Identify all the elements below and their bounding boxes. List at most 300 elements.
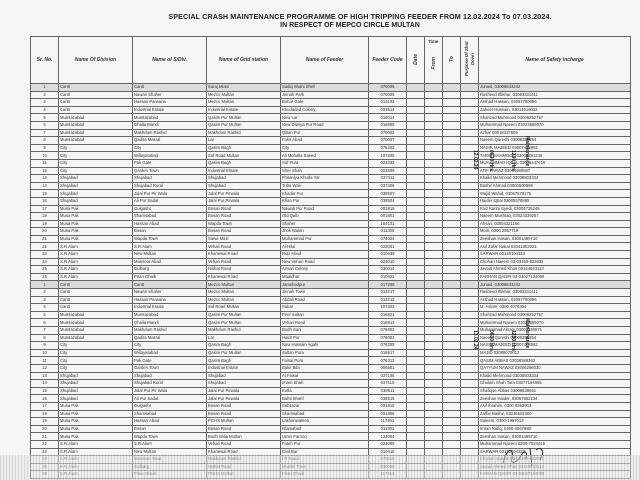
cell-feeder: Maaldhar <box>281 273 369 281</box>
cell-code: 037411 <box>369 175 407 183</box>
cell-schedule <box>407 311 425 319</box>
cell-code: 037106 <box>369 372 407 380</box>
cell-division: Mumtazabad <box>59 327 133 335</box>
cell-schedule <box>425 137 443 145</box>
table-row <box>31 205 631 213</box>
cell-schedule <box>425 372 443 380</box>
cell-incharge: QAYYUM NAWAZ 03006298030 <box>479 364 631 372</box>
cell-sr: 1 <box>31 84 59 92</box>
table-row <box>31 296 631 304</box>
cell-incharge: Javaid Ahmed Khan 03144643113 <box>479 266 631 274</box>
cell-feeder: Muhammad Pur <box>281 235 369 243</box>
cell-schedule <box>443 418 461 426</box>
cell-schedule <box>461 114 479 122</box>
cell-schedule <box>425 387 443 395</box>
cell-sr: 10 <box>31 349 59 357</box>
table-row <box>31 152 631 160</box>
cell-division: S.R.Alam <box>59 266 133 274</box>
cell-incharge: Rasheed Iftikhar, 03063331411 <box>479 91 631 99</box>
table-row <box>31 425 631 433</box>
cell-schedule <box>407 425 425 433</box>
time-to-group-2: 1230 Hrs <box>510 330 516 351</box>
cell-subdiv: Mumtazabad <box>133 114 207 122</box>
cell-incharge: Moin, 0300 2557719 <box>479 228 631 236</box>
cell-grid: Mezco Multan <box>207 99 281 107</box>
cell-sr: 23 <box>31 251 59 259</box>
cell-division: Mumtazabad <box>59 114 133 122</box>
cell-sr: 9 <box>31 144 59 152</box>
cell-schedule <box>407 182 425 190</box>
cell-schedule <box>443 342 461 350</box>
cell-feeder: Vehari Road <box>281 319 369 327</box>
cell-schedule <box>425 228 443 236</box>
cell-code: 070005 <box>369 91 407 99</box>
cell-schedule <box>407 91 425 99</box>
table-row <box>31 387 631 395</box>
cell-code: 016821 <box>369 311 407 319</box>
cell-incharge: Arshad Hassan, 03057700096 <box>479 99 631 107</box>
cell-incharge: Asif Zafar Nakai 03041802021 <box>479 243 631 251</box>
col-date: Date <box>407 37 425 84</box>
cell-grid: Vehari Road <box>207 243 281 251</box>
table-row <box>31 91 631 99</box>
cell-incharge: Imran Rafiq, 0300-4567890 <box>479 425 631 433</box>
cell-subdiv: Ghalla Mandi <box>133 319 207 327</box>
cell-grid: Bosan Road <box>207 425 281 433</box>
cell-schedule <box>407 440 425 448</box>
cell-code: 104101 <box>369 220 407 228</box>
cell-feeder: Lakhanwaleea <box>281 418 369 426</box>
cell-sr: 5 <box>31 311 59 319</box>
cell-feeder: Budh Sani <box>281 327 369 335</box>
cell-schedule <box>407 273 425 281</box>
cell-grid: Khanewal Road <box>207 251 281 259</box>
cell-code: 023333 <box>369 159 407 167</box>
cell-schedule <box>461 296 479 304</box>
cell-subdiv: Mansoor Abad <box>133 258 207 266</box>
cell-grid: Qasim Bagh <box>207 144 281 152</box>
cell-incharge: MUHAMMAD IQBAL 03006147416 <box>479 159 631 167</box>
cell-schedule <box>407 159 425 167</box>
cell-incharge: Zeeshan Hasan, 03001489710 <box>479 235 631 243</box>
cell-code: 011309 <box>369 228 407 236</box>
cell-sr: 21 <box>31 235 59 243</box>
cell-incharge: Zaheer Hussain, 03014616012 <box>479 106 631 114</box>
cell-schedule <box>425 243 443 251</box>
cell-schedule <box>407 137 425 145</box>
cell-grid: Nishat Road <box>207 266 281 274</box>
cell-schedule <box>407 349 425 357</box>
table-row <box>31 289 631 297</box>
cell-schedule <box>461 440 479 448</box>
cell-grid: Wapda Town <box>207 220 281 228</box>
cell-sr: 21 <box>31 433 59 441</box>
time-from-group-1: 0830 Hrs <box>488 150 494 171</box>
cell-subdiv: Willayatabad <box>133 349 207 357</box>
cell-code: 022001 <box>369 243 407 251</box>
cell-code: 070007 <box>369 137 407 145</box>
table-row <box>31 99 631 107</box>
table-row <box>31 220 631 228</box>
cell-code: 037406 <box>369 182 407 190</box>
cell-schedule <box>443 364 461 372</box>
table-row <box>31 380 631 388</box>
cell-incharge: FARHAN QADIR 03-03027124080 <box>479 273 631 281</box>
cell-code: 001801 <box>369 213 407 221</box>
cell-schedule <box>443 228 461 236</box>
cell-code: 038511 <box>369 387 407 395</box>
cell-division: Shujabad <box>59 197 133 205</box>
cell-schedule <box>425 258 443 266</box>
cell-schedule <box>443 349 461 357</box>
cell-sr: 20 <box>31 228 59 236</box>
cell-sr: 20 <box>31 425 59 433</box>
table-row <box>31 342 631 350</box>
table-row <box>31 167 631 175</box>
cell-code: 076803 <box>369 327 407 335</box>
cell-schedule <box>407 372 425 380</box>
cell-schedule <box>425 395 443 403</box>
cell-incharge: Azhar 03018337509 <box>479 129 631 137</box>
cell-incharge: ATIF FARAZ 03004980587 <box>479 167 631 175</box>
cell-sr: 16 <box>31 197 59 205</box>
cell-grid: Qasim Bagh <box>207 357 281 365</box>
col-feeder: Name of Feeder <box>281 37 369 84</box>
table-row <box>31 228 631 236</box>
cell-subdiv: Nawan Shaher <box>133 289 207 297</box>
cell-schedule <box>425 433 443 441</box>
cell-grid: Qasim Pur Multan <box>207 121 281 129</box>
col-division: Name Of Division <box>59 37 133 84</box>
cell-incharge: NASIR MAJEED 03007458962 <box>479 144 631 152</box>
cell-incharge: Ghulam Shah Tara 03077184955 <box>479 380 631 388</box>
cell-division: Musa Pak <box>59 418 133 426</box>
cell-incharge: Wajid Wahid, 03067579175 <box>479 190 631 198</box>
cell-schedule <box>461 137 479 145</box>
cell-division: City <box>59 167 133 175</box>
cell-division: Cantt <box>59 304 133 312</box>
cell-schedule <box>461 304 479 312</box>
cell-schedule <box>461 266 479 274</box>
cell-grid: Bosan Road <box>207 402 281 410</box>
cell-code: 010439 <box>369 251 407 259</box>
cell-feeder: Khadar Pur <box>281 190 369 198</box>
cell-schedule <box>461 190 479 198</box>
table-row <box>31 106 631 114</box>
col-sr: Sr. No. <box>31 37 59 84</box>
cell-grid: Qasim Bagh <box>207 159 281 167</box>
cell-sr: 23 <box>31 448 59 456</box>
cell-schedule <box>461 380 479 388</box>
cell-subdiv: Willayatabad <box>133 152 207 160</box>
cell-schedule <box>443 114 461 122</box>
cell-schedule <box>425 114 443 122</box>
cell-schedule <box>461 243 479 251</box>
cell-grid: Budh Wilia Multan <box>207 433 281 441</box>
cell-grid: Sof Road Multan <box>207 304 281 312</box>
cell-incharge: Zeeshan Hasan, 03001489710 <box>479 433 631 441</box>
cell-feeder: Imam Shah <box>281 380 369 388</box>
cell-schedule <box>461 182 479 190</box>
table-row <box>31 273 631 281</box>
cell-schedule <box>407 334 425 342</box>
date-label-group-1: 12.02.24 <box>472 150 478 170</box>
cell-incharge: Naeem Qureshi 03006355854 <box>479 334 631 342</box>
cell-feeder: Shamsabad <box>281 410 369 418</box>
cell-division: S.R.Alam <box>59 258 133 266</box>
cell-schedule <box>425 357 443 365</box>
table-row <box>31 235 631 243</box>
cell-schedule <box>443 258 461 266</box>
cell-subdiv: Gulgasht <box>133 402 207 410</box>
cell-code: 023010 <box>369 258 407 266</box>
table-row <box>31 84 631 92</box>
cell-schedule <box>443 311 461 319</box>
cell-feeder: Sadiq Shahi Shell <box>281 84 369 92</box>
cell-schedule <box>461 121 479 129</box>
cell-feeder: Ali Mohalla Saeed <box>281 152 369 160</box>
cell-schedule <box>425 311 443 319</box>
cell-schedule <box>443 243 461 251</box>
cell-feeder: New Hussain Agahi <box>281 342 369 350</box>
cell-schedule <box>443 410 461 418</box>
cell-feeder: Riaz Abad <box>281 251 369 259</box>
cell-schedule <box>407 190 425 198</box>
cell-schedule <box>407 243 425 251</box>
cell-schedule <box>425 159 443 167</box>
cell-feeder: Abdali Road <box>281 296 369 304</box>
cell-subdiv: Makhdum Rashid <box>133 327 207 335</box>
cell-schedule <box>443 121 461 129</box>
cell-schedule <box>461 91 479 99</box>
cell-incharge: MAJID 03088070012 <box>479 349 631 357</box>
cell-grid: Qasim Pur Multan <box>207 311 281 319</box>
cell-schedule <box>407 357 425 365</box>
cell-grid: Qasim Pur Multan <box>207 319 281 327</box>
cell-grid: Lar <box>207 334 281 342</box>
cell-schedule <box>407 99 425 107</box>
cell-incharge: Saleem, 0300-1957013 <box>479 418 631 426</box>
cell-incharge: NASIR MAJEED 03007458962 <box>479 342 631 350</box>
cell-sr: 14 <box>31 182 59 190</box>
cell-sr: 25 <box>31 266 59 274</box>
cell-schedule <box>461 205 479 213</box>
col-grid-station: Name of Grid station <box>207 37 281 84</box>
cell-subdiv: Shujabad <box>133 175 207 183</box>
cell-feeder: Old Qalb <box>281 213 369 221</box>
cell-sr: 19 <box>31 220 59 228</box>
cell-schedule <box>461 258 479 266</box>
purpose-group-2: Maintenance <box>524 318 530 349</box>
cell-feeder: Tuba Wali <box>281 182 369 190</box>
cell-schedule <box>461 357 479 365</box>
cell-division: City <box>59 349 133 357</box>
cell-division: S.R.Alam <box>59 440 133 448</box>
cell-feeder: Bakir Bibi <box>281 364 369 372</box>
maintenance-table <box>30 36 631 479</box>
cell-division: Mumtazabad <box>59 121 133 129</box>
cell-sr: 12 <box>31 364 59 372</box>
cell-schedule <box>443 273 461 281</box>
cell-schedule <box>443 357 461 365</box>
cell-feeder: Qillan Pur <box>281 129 369 137</box>
cell-division: Shujabad <box>59 175 133 183</box>
cell-schedule <box>407 235 425 243</box>
cell-schedule <box>443 182 461 190</box>
cell-incharge: QASIM ABBAS 03036586362 <box>479 357 631 365</box>
cell-division: City <box>59 357 133 365</box>
cell-sr: 16 <box>31 395 59 403</box>
cell-subdiv: New Multan <box>133 251 207 259</box>
cell-schedule <box>443 220 461 228</box>
cell-sr: 9 <box>31 342 59 350</box>
cell-code: 011301 <box>369 425 407 433</box>
cell-schedule <box>443 440 461 448</box>
cell-grid: Vehari Road <box>207 440 281 448</box>
cell-grid: Khanewal Road <box>207 273 281 281</box>
cell-subdiv: Jalal Pur Pir Wala <box>133 190 207 198</box>
cell-code: 038515 <box>369 395 407 403</box>
cell-grid: Shujabad <box>207 380 281 388</box>
cell-division: Mumtazabad <box>59 319 133 327</box>
cell-schedule <box>407 410 425 418</box>
cell-division: City <box>59 144 133 152</box>
cell-feeder: Sabzazar <box>281 402 369 410</box>
col-purpose: Purpose Of Shut Down <box>461 37 479 84</box>
cell-schedule <box>407 129 425 137</box>
cell-schedule <box>443 372 461 380</box>
cell-schedule <box>461 129 479 137</box>
cell-schedule <box>443 296 461 304</box>
cell-schedule <box>461 175 479 183</box>
cell-schedule <box>407 220 425 228</box>
cell-subdiv: Industrial Estate <box>133 304 207 312</box>
cell-schedule <box>407 121 425 129</box>
cell-schedule <box>425 380 443 388</box>
cell-division: Cantt <box>59 99 133 107</box>
cell-schedule <box>443 327 461 335</box>
cell-grid: Bosan Road <box>207 228 281 236</box>
cell-schedule <box>407 106 425 114</box>
cell-schedule <box>461 281 479 289</box>
cell-subdiv: S.R.Alam <box>133 440 207 448</box>
cell-schedule <box>425 418 443 426</box>
table-row <box>31 190 631 198</box>
cell-schedule <box>425 319 443 327</box>
table-row <box>31 182 631 190</box>
date-label-group-2: 13.02.24 <box>472 330 478 350</box>
cell-incharge: SARWAR 03130104323 <box>479 448 631 456</box>
cell-grid: Qasim Bagh <box>207 342 281 350</box>
cell-schedule <box>443 425 461 433</box>
cell-schedule <box>461 402 479 410</box>
table-row <box>31 395 631 403</box>
cell-subdiv: New Multan <box>133 448 207 456</box>
cell-sr: 3 <box>31 99 59 107</box>
cell-subdiv: Qadira Masral <box>133 334 207 342</box>
cell-division: Mumtazabad <box>59 334 133 342</box>
table-row <box>31 349 631 357</box>
cell-subdiv: Wapda Town <box>133 235 207 243</box>
table-row <box>31 311 631 319</box>
cell-schedule <box>461 220 479 228</box>
cell-schedule <box>443 289 461 297</box>
cell-feeder: Islamabad <box>281 425 369 433</box>
cell-schedule <box>443 205 461 213</box>
cell-feeder: Kotla <box>281 387 369 395</box>
cell-schedule <box>407 364 425 372</box>
cell-feeder: Faisal Pura <box>281 357 369 365</box>
cell-code: 076313 <box>369 357 407 365</box>
table-row <box>31 213 631 221</box>
cell-code: 018014 <box>369 114 407 122</box>
cell-grid: Sarwi Mazi <box>207 235 281 243</box>
cell-schedule <box>461 349 479 357</box>
table-row <box>31 121 631 129</box>
cell-schedule <box>443 281 461 289</box>
cell-subdiv: Hassan Parwana <box>133 296 207 304</box>
cell-subdiv: Hassan Abad <box>133 220 207 228</box>
cell-schedule <box>461 364 479 372</box>
cell-subdiv: Shujabad Rural <box>133 182 207 190</box>
cell-division: Shujabad <box>59 190 133 198</box>
cell-feeder: New Vehari Road <box>281 258 369 266</box>
cell-incharge: Junaid, 03006843242 <box>479 84 631 92</box>
cell-grid: Mezco Multan <box>207 91 281 99</box>
cell-schedule <box>407 175 425 183</box>
cell-code: 070002 <box>369 129 407 137</box>
cell-schedule <box>443 197 461 205</box>
cell-sr: 15 <box>31 190 59 198</box>
cell-schedule <box>443 380 461 388</box>
cell-schedule <box>425 91 443 99</box>
cell-division: Musa Pak <box>59 433 133 441</box>
table-row <box>31 175 631 183</box>
cell-division: S.R.Alam <box>59 448 133 456</box>
cell-schedule <box>443 91 461 99</box>
cell-schedule <box>425 84 443 92</box>
cell-schedule <box>407 213 425 221</box>
cell-code: 076309 <box>369 342 407 350</box>
table-row <box>31 327 631 335</box>
cell-sr: 17 <box>31 402 59 410</box>
cell-sr: 3 <box>31 296 59 304</box>
cell-sr: 6 <box>31 319 59 327</box>
cell-subdiv: Shamsabad <box>133 410 207 418</box>
cell-sr: 18 <box>31 213 59 221</box>
cell-grid: Shujabad <box>207 372 281 380</box>
cell-sr: 2 <box>31 91 59 99</box>
cell-subdiv: Industrial Estate <box>133 106 207 114</box>
table-row <box>31 114 631 122</box>
cell-subdiv: Hassan Abad <box>133 418 207 426</box>
cell-sr: 6 <box>31 121 59 129</box>
cell-grid: Bosan Road <box>207 410 281 418</box>
cell-schedule <box>443 251 461 259</box>
cell-code: 006501 <box>369 364 407 372</box>
cell-code: 074004 <box>369 235 407 243</box>
scan-noise-strip <box>0 455 640 480</box>
cell-schedule <box>407 197 425 205</box>
cell-incharge: Asif Ibrahim, 0300 0363903 <box>479 402 631 410</box>
cell-feeder: City <box>281 144 369 152</box>
cell-schedule <box>407 152 425 160</box>
document-subtitle: IN RESPECT OF MEPCO CIRCLE MULTAN <box>280 22 420 29</box>
cell-division: Cantt <box>59 289 133 297</box>
cell-feeder: New Lar <box>281 114 369 122</box>
cell-division: Shujabad <box>59 387 133 395</box>
cell-grid: Qasim Pur Multan <box>207 349 281 357</box>
